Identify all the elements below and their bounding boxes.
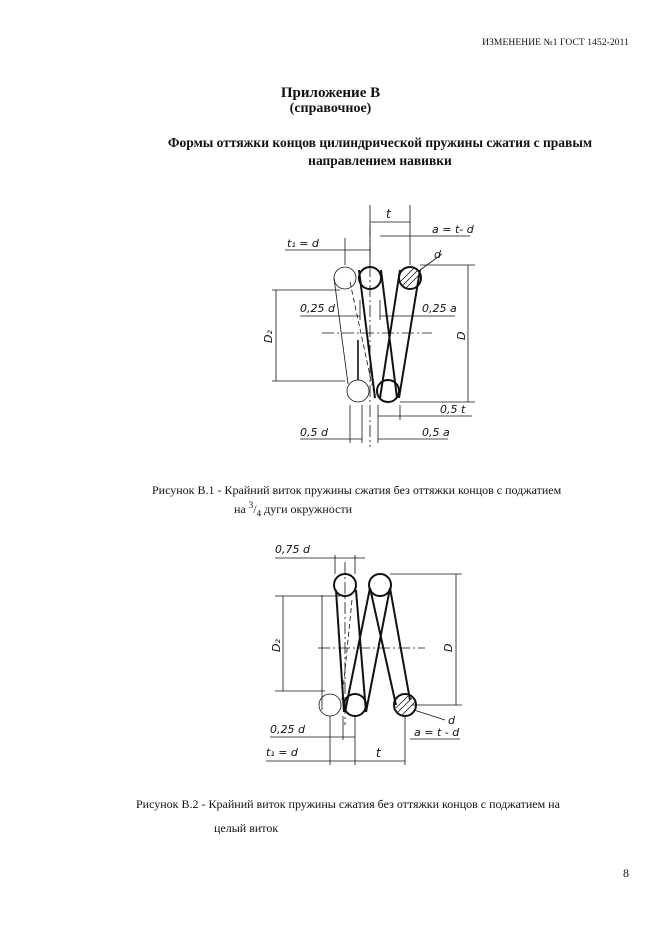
coil-wire: [336, 590, 344, 712]
label-025a: 0,25 a: [422, 302, 457, 315]
label-025d: 0,25 d: [270, 723, 305, 736]
caption-suffix: дуги окружности: [264, 502, 353, 516]
appendix-subtitle: (справочное): [289, 101, 372, 116]
label-D2: D₂: [270, 639, 283, 652]
label-075d: 0,75 d: [275, 543, 310, 556]
label-a-eq: a = t- d: [432, 223, 474, 236]
label-t1: t₁ = d: [266, 746, 298, 759]
label-05t: 0,5 t: [440, 403, 466, 416]
caption-prefix: на: [234, 502, 246, 516]
fraction-numerator: 3: [248, 500, 254, 510]
label-a-eq: a = t - d: [414, 726, 460, 739]
figure-2-caption-line-1: Рисунок В.2 - Крайний виток пружины сжатия без оттяжки концов с поджатием на: [136, 797, 560, 811]
coil-wire: [370, 588, 396, 705]
label-05d: 0,5 d: [300, 426, 328, 439]
coil-circle: [369, 574, 391, 596]
label-d: d: [448, 714, 455, 727]
fraction-denominator: 4: [256, 508, 262, 519]
label-t: t: [376, 746, 381, 760]
figure-1-caption-line-1: Рисунок В.1 - Крайний виток пружины сжатия без оттяжки концов с поджатием: [152, 483, 562, 497]
label-t: t: [386, 207, 391, 221]
label-025d: 0,25 d: [300, 302, 335, 315]
figure-2-caption-line-2: целый виток: [214, 821, 279, 835]
label-D: D: [455, 331, 468, 340]
coil-wire: [390, 588, 410, 700]
label-05a: 0,5 a: [422, 426, 450, 439]
appendix-title: Приложение В: [280, 85, 381, 101]
label-D2: D₂: [262, 330, 275, 343]
document-header: ИЗМЕНЕНИЕ №1 ГОСТ 1452-2011: [482, 38, 629, 48]
label-d: d: [434, 248, 441, 261]
page-number: 8: [623, 866, 629, 880]
leader-line: [414, 710, 445, 720]
heading-line-2: направлением навивки: [308, 153, 452, 168]
heading-line-1: Формы оттяжки концов цилиндрической пружины сжатия с правым: [167, 135, 593, 150]
hatch: [398, 698, 412, 712]
label-t1: t₁ = d: [287, 237, 319, 250]
label-D: D: [442, 643, 455, 652]
figure-1-caption-line-2: на $^3/_4$ дуги окружности: [234, 500, 353, 519]
coil-wire: [366, 588, 390, 712]
